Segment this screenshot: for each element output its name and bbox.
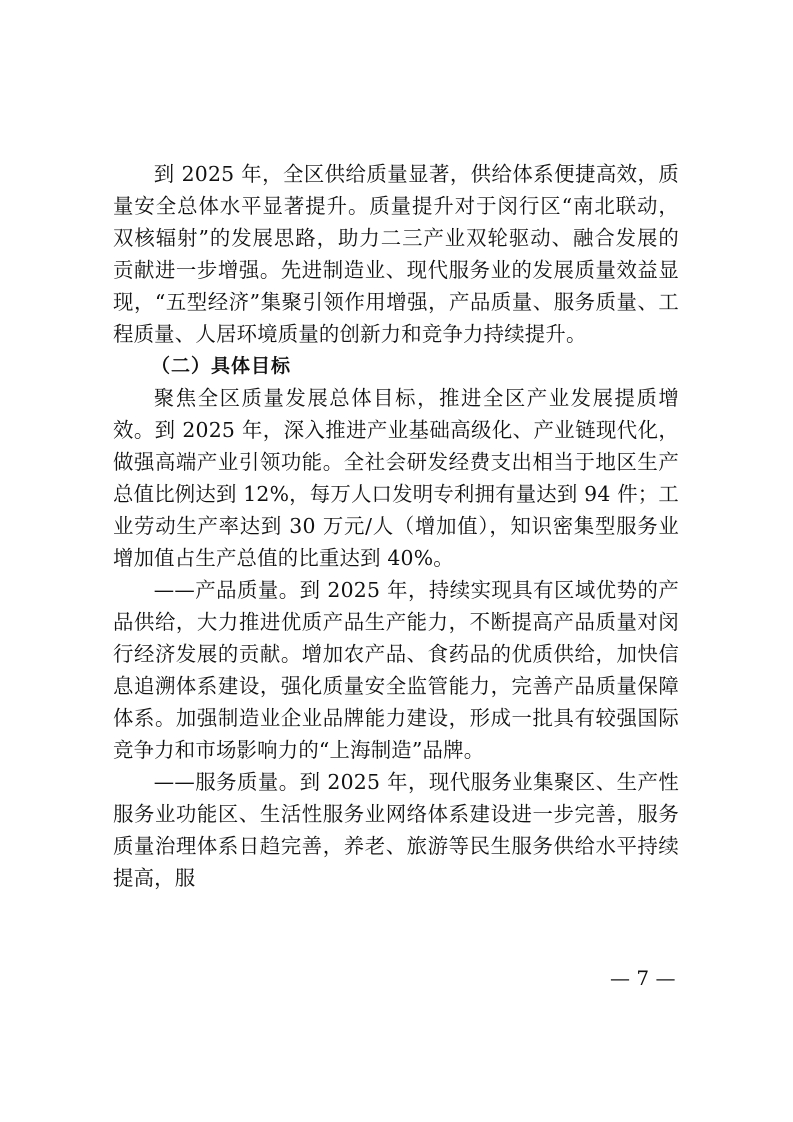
page-number: — 7 — (610, 966, 676, 990)
document-body (113, 158, 679, 894)
paragraph-specific-goals: 聚焦全区质量发展总体目标，推进全区产业发展提质增效。到 2025 年，深入推进产业基础高级化、产业链现代化，做强高端产业引领功能。全社会研发经费支出相当于地区生产总值比例达到 12%，每万人口发明专利拥有量达到 94 件；工业劳动生产率达到 30 万元/人（增加值），知识密集型服务业增加值占生产总值的比重达到 40%。 (113, 386, 679, 570)
paragraph-service-quality: ——服务质量。到 2025 年，现代服务业集聚区、生产性服务业功能区、生活性服务业网络体系建设进一步完善，服务质量治理体系日趋完善，养老、旅游等民生服务供给水平持续提高，服 (113, 770, 679, 890)
paragraph-overall-goal: 到 2025 年，全区供给质量显著，供给体系便捷高效，质量安全总体水平显著提升。质量提升对于闵行区“南北联动，双核辐射”的发展思路，助力二三产业双轮驱动、融合发展的贡献进一步增强。先进制造业、现代服务业的发展质量效益显现，“五型经济”集聚引领作用增强，产品质量、服务质量、工程质量、人居环境质量的创新力和竞争力持续提升。 (113, 162, 679, 346)
section-heading-specific-goals: （二）具体目标 (151, 355, 292, 377)
paragraph-product-quality: ——产品质量。到 2025 年，持续实现具有区域优势的产品供给，大力推进优质产品生产能力，不断提高产品质量对闵行经济发展的贡献。增加农产品、食药品的优质供给，加快信息追溯体系建设，强化质量安全监管能力，完善产品质量保障体系。加强制造业企业品牌能力建设，形成一批具有较强国际竞争力和市场影响力的“上海制造”品牌。 (113, 578, 679, 762)
